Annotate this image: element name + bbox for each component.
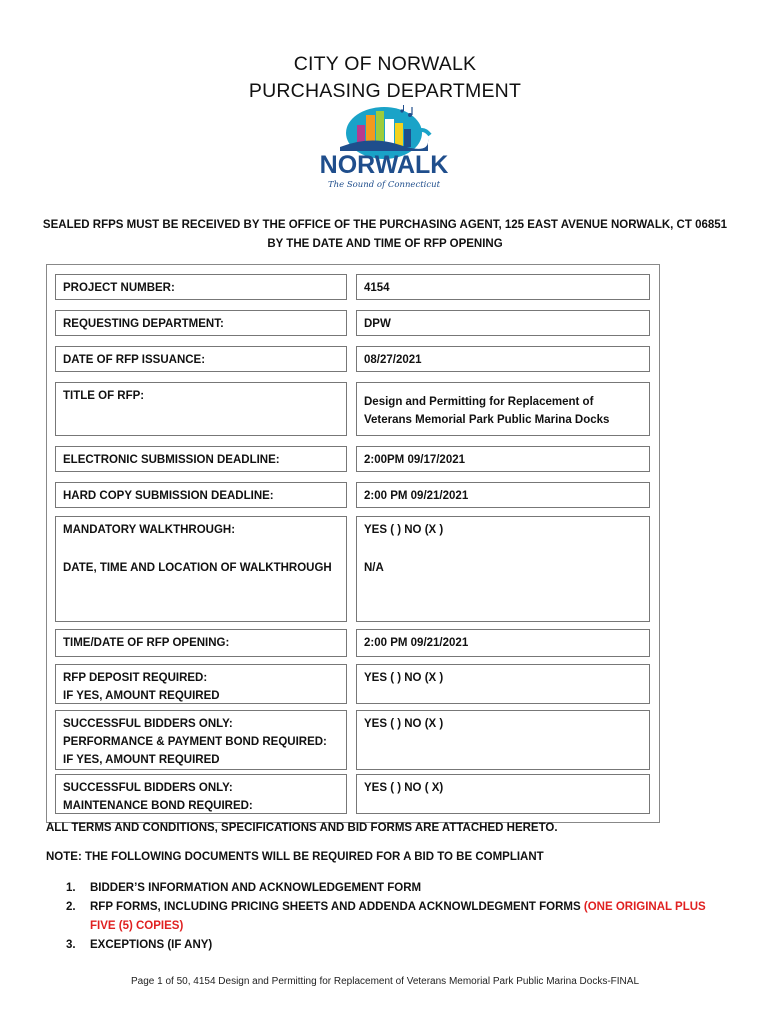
list-item-text: BIDDER’S INFORMATION AND ACKNOWLEDGEMENT FORM [90,882,422,894]
submission-notice-line-1: SEALED RFPS MUST BE RECEIVED BY THE OFFICE OF THE PURCHASING AGENT, 125 EAST AVENUE NORWALK, CT 06851 [42,219,728,231]
maintenance-bond-label-line-1: SUCCESSFUL BIDDERS ONLY: [63,782,233,794]
maintenance-bond-label-line-2: MAINTENANCE BOND REQUIRED: [63,800,253,812]
walkthrough-label-cell [55,516,347,622]
list-item-number: 1. [66,882,76,894]
performance-bond-value: YES ( ) NO (X ) [356,710,650,770]
rfp-opening-value: 2:00 PM 09/21/2021 [356,629,650,657]
walkthrough-label: MANDATORY WALKTHROUGH: [63,524,236,536]
performance-bond-label-cell [55,710,347,770]
hardcopy-deadline-label: HARD COPY SUBMISSION DEADLINE: [55,482,347,508]
page-title-line-1: CITY OF NORWALK [293,53,477,75]
electronic-deadline-label: ELECTRONIC SUBMISSION DEADLINE: [55,446,347,472]
walkthrough-value: YES ( ) NO (X ) [364,524,444,536]
list-item [66,879,726,898]
page-title-line-2: PURCHASING DEPARTMENT [248,80,522,102]
project-number-label: PROJECT NUMBER: [55,274,347,300]
rfp-opening-label: TIME/DATE OF RFP OPENING: [55,629,347,657]
svg-text:The Sound of Connecticut: The Sound of Connecticut [327,180,441,190]
norwalk-logo-graphic [310,105,458,191]
maintenance-bond-label-cell [55,774,347,814]
list-item [66,898,726,936]
rfp-title-line-1: Design and Permitting for Replacement of [364,396,594,408]
performance-bond-label-line-3: IF YES, AMOUNT REQUIRED [63,754,220,766]
requesting-department-label: REQUESTING DEPARTMENT: [55,310,347,336]
list-item-number: 3. [66,939,76,951]
deposit-label-line-2: IF YES, AMOUNT REQUIRED [63,690,220,702]
deposit-value: YES ( ) NO (X ) [356,664,650,704]
list-item-text: RFP FORMS, INCLUDING PRICING SHEETS AND ADDENDA ACKNOWLDEGMENT FORMS [90,901,584,913]
list-item [66,936,726,955]
deposit-label-line-1: RFP DEPOSIT REQUIRED: [63,672,208,684]
terms-statement: ALL TERMS AND CONDITIONS, SPECIFICATIONS AND BID FORMS ARE ATTACHED HERETO. [46,822,558,834]
norwalk-logo [310,105,458,191]
project-number-value: 4154 [356,274,650,300]
walkthrough-location-label: DATE, TIME AND LOCATION OF WALKTHROUGH [63,562,332,574]
deposit-label-cell [55,664,347,704]
walkthrough-location-value: N/A [364,562,384,574]
list-item-highlight: (ONE ORIGINAL PLUS FIVE (5) COPIES) [90,901,706,932]
page-footer: Page 1 of 50, 4154 Design and Permitting for Replacement of Veterans Memorial Park Public Marina Docks-FINAL [130,976,640,987]
walkthrough-value-cell [356,516,650,622]
required-documents-list [66,879,726,955]
requesting-department-value: DPW [356,310,650,336]
svg-text:NORWALK: NORWALK [319,151,449,179]
rfp-title-line-2: Veterans Memorial Park Public Marina Docks [364,414,610,426]
performance-bond-label-line-2: PERFORMANCE & PAYMENT BOND REQUIRED: [63,736,327,748]
rfp-title-value [356,382,650,436]
maintenance-bond-value: YES ( ) NO ( X) [356,774,650,814]
list-item-text: EXCEPTIONS (IF ANY) [90,939,213,951]
performance-bond-label-line-1: SUCCESSFUL BIDDERS ONLY: [63,718,233,730]
issuance-date-value: 08/27/2021 [356,346,650,372]
compliance-note: NOTE: THE FOLLOWING DOCUMENTS WILL BE REQUIRED FOR A BID TO BE COMPLIANT [46,851,544,863]
list-item-number: 2. [66,901,76,913]
submission-notice-line-2: BY THE DATE AND TIME OF RFP OPENING [267,238,503,250]
rfp-title-label: TITLE OF RFP: [55,382,347,436]
electronic-deadline-value: 2:00PM 09/17/2021 [356,446,650,472]
hardcopy-deadline-value: 2:00 PM 09/21/2021 [356,482,650,508]
issuance-date-label: DATE OF RFP ISSUANCE: [55,346,347,372]
